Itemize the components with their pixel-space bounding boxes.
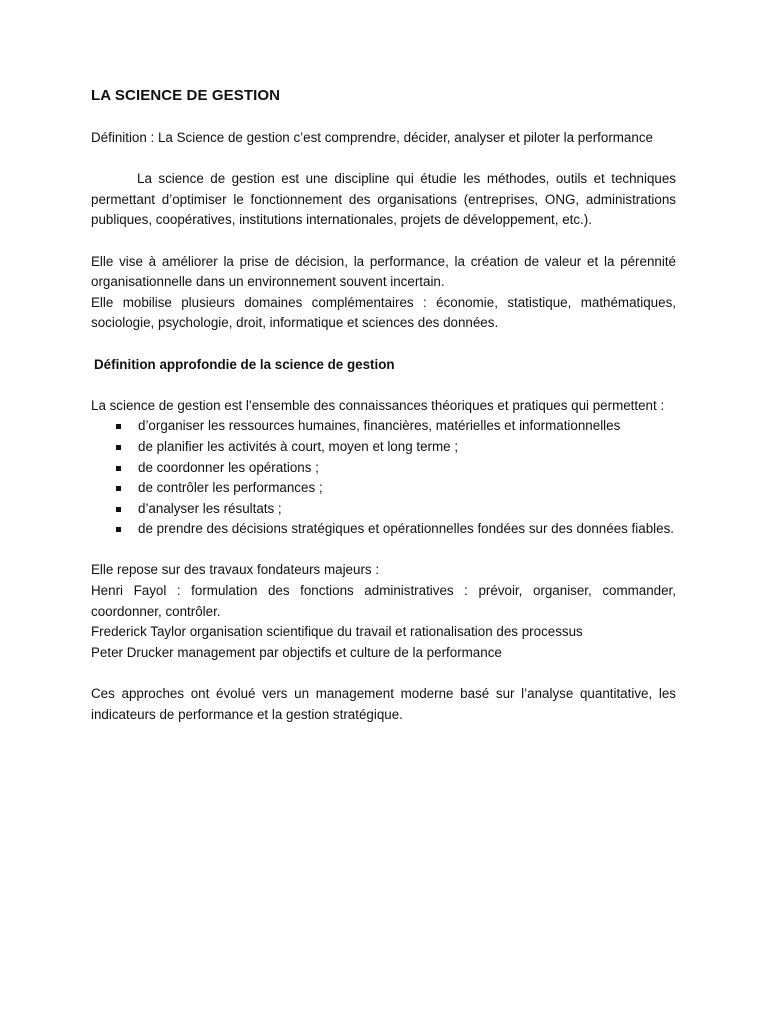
spacer [91,540,676,561]
spacer [91,149,676,170]
list-item: de contrôler les performances ; [138,478,676,499]
aim-paragraph: Elle vise à améliorer la prise de décision, la performance, la création de valeur et la pérennité organisationnelle dans un environnement souvent incertain. [91,253,676,290]
founder-drucker: Peter Drucker management par objectifs et culture de la performance [91,644,502,660]
section-subheading: Définition approfondie de la science de gestion [94,356,395,372]
knowledge-intro-paragraph: La science de gestion est l’ensemble des connaissances théoriques et pratiques qui permettent : [91,397,665,413]
domains-paragraph: Elle mobilise plusieurs domaines complémentaires : économie, statistique, mathématiques, sociologie, psychologie, droit, informatique et sciences des données. [91,294,676,331]
document-title: LA SCIENCE DE GESTION [91,87,281,104]
founders-intro: Elle repose sur des travaux fondateurs majeurs : [91,562,380,578]
founder-fayol: Henri Fayol : formulation des fonctions administratives : prévoir, organiser, commander, coordonner, contrôler. [91,583,676,619]
list-item: de planifier les activités à court, moyen et long terme ; [138,437,676,458]
document-page [91,86,676,725]
list-item: de coordonner les opérations ; [138,458,676,479]
founder-taylor: Frederick Taylor organisation scientifique du travail et rationalisation des processus [91,624,583,640]
spacer [91,334,676,355]
spacer [91,663,676,684]
list-item: d’analyser les résultats ; [138,499,676,520]
bullet-list [91,416,676,540]
list-item: de prendre des décisions stratégiques et opérationnelles fondées sur des données fiables. [138,519,676,540]
spacer [91,375,676,396]
list-item: d’organiser les ressources humaines, financières, matérielles et informationnelles [138,416,676,437]
spacer [91,231,676,252]
conclusion-paragraph: Ces approches ont évolué vers un management moderne basé sur l’analyse quantitative, les indicateurs de performance et la gestion stratégique. [91,686,676,722]
definition-paragraph: Définition : La Science de gestion c’est comprendre, décider, analyser et piloter la performance [91,130,653,145]
intro-paragraph: La science de gestion est une discipline qui étudie les méthodes, outils et techniques permettant d’optimiser le fonctionnement des organisations (entreprises, ONG, administrations publiques, coopératives, institutions internationales, projets de développement, etc.). [91,171,676,228]
